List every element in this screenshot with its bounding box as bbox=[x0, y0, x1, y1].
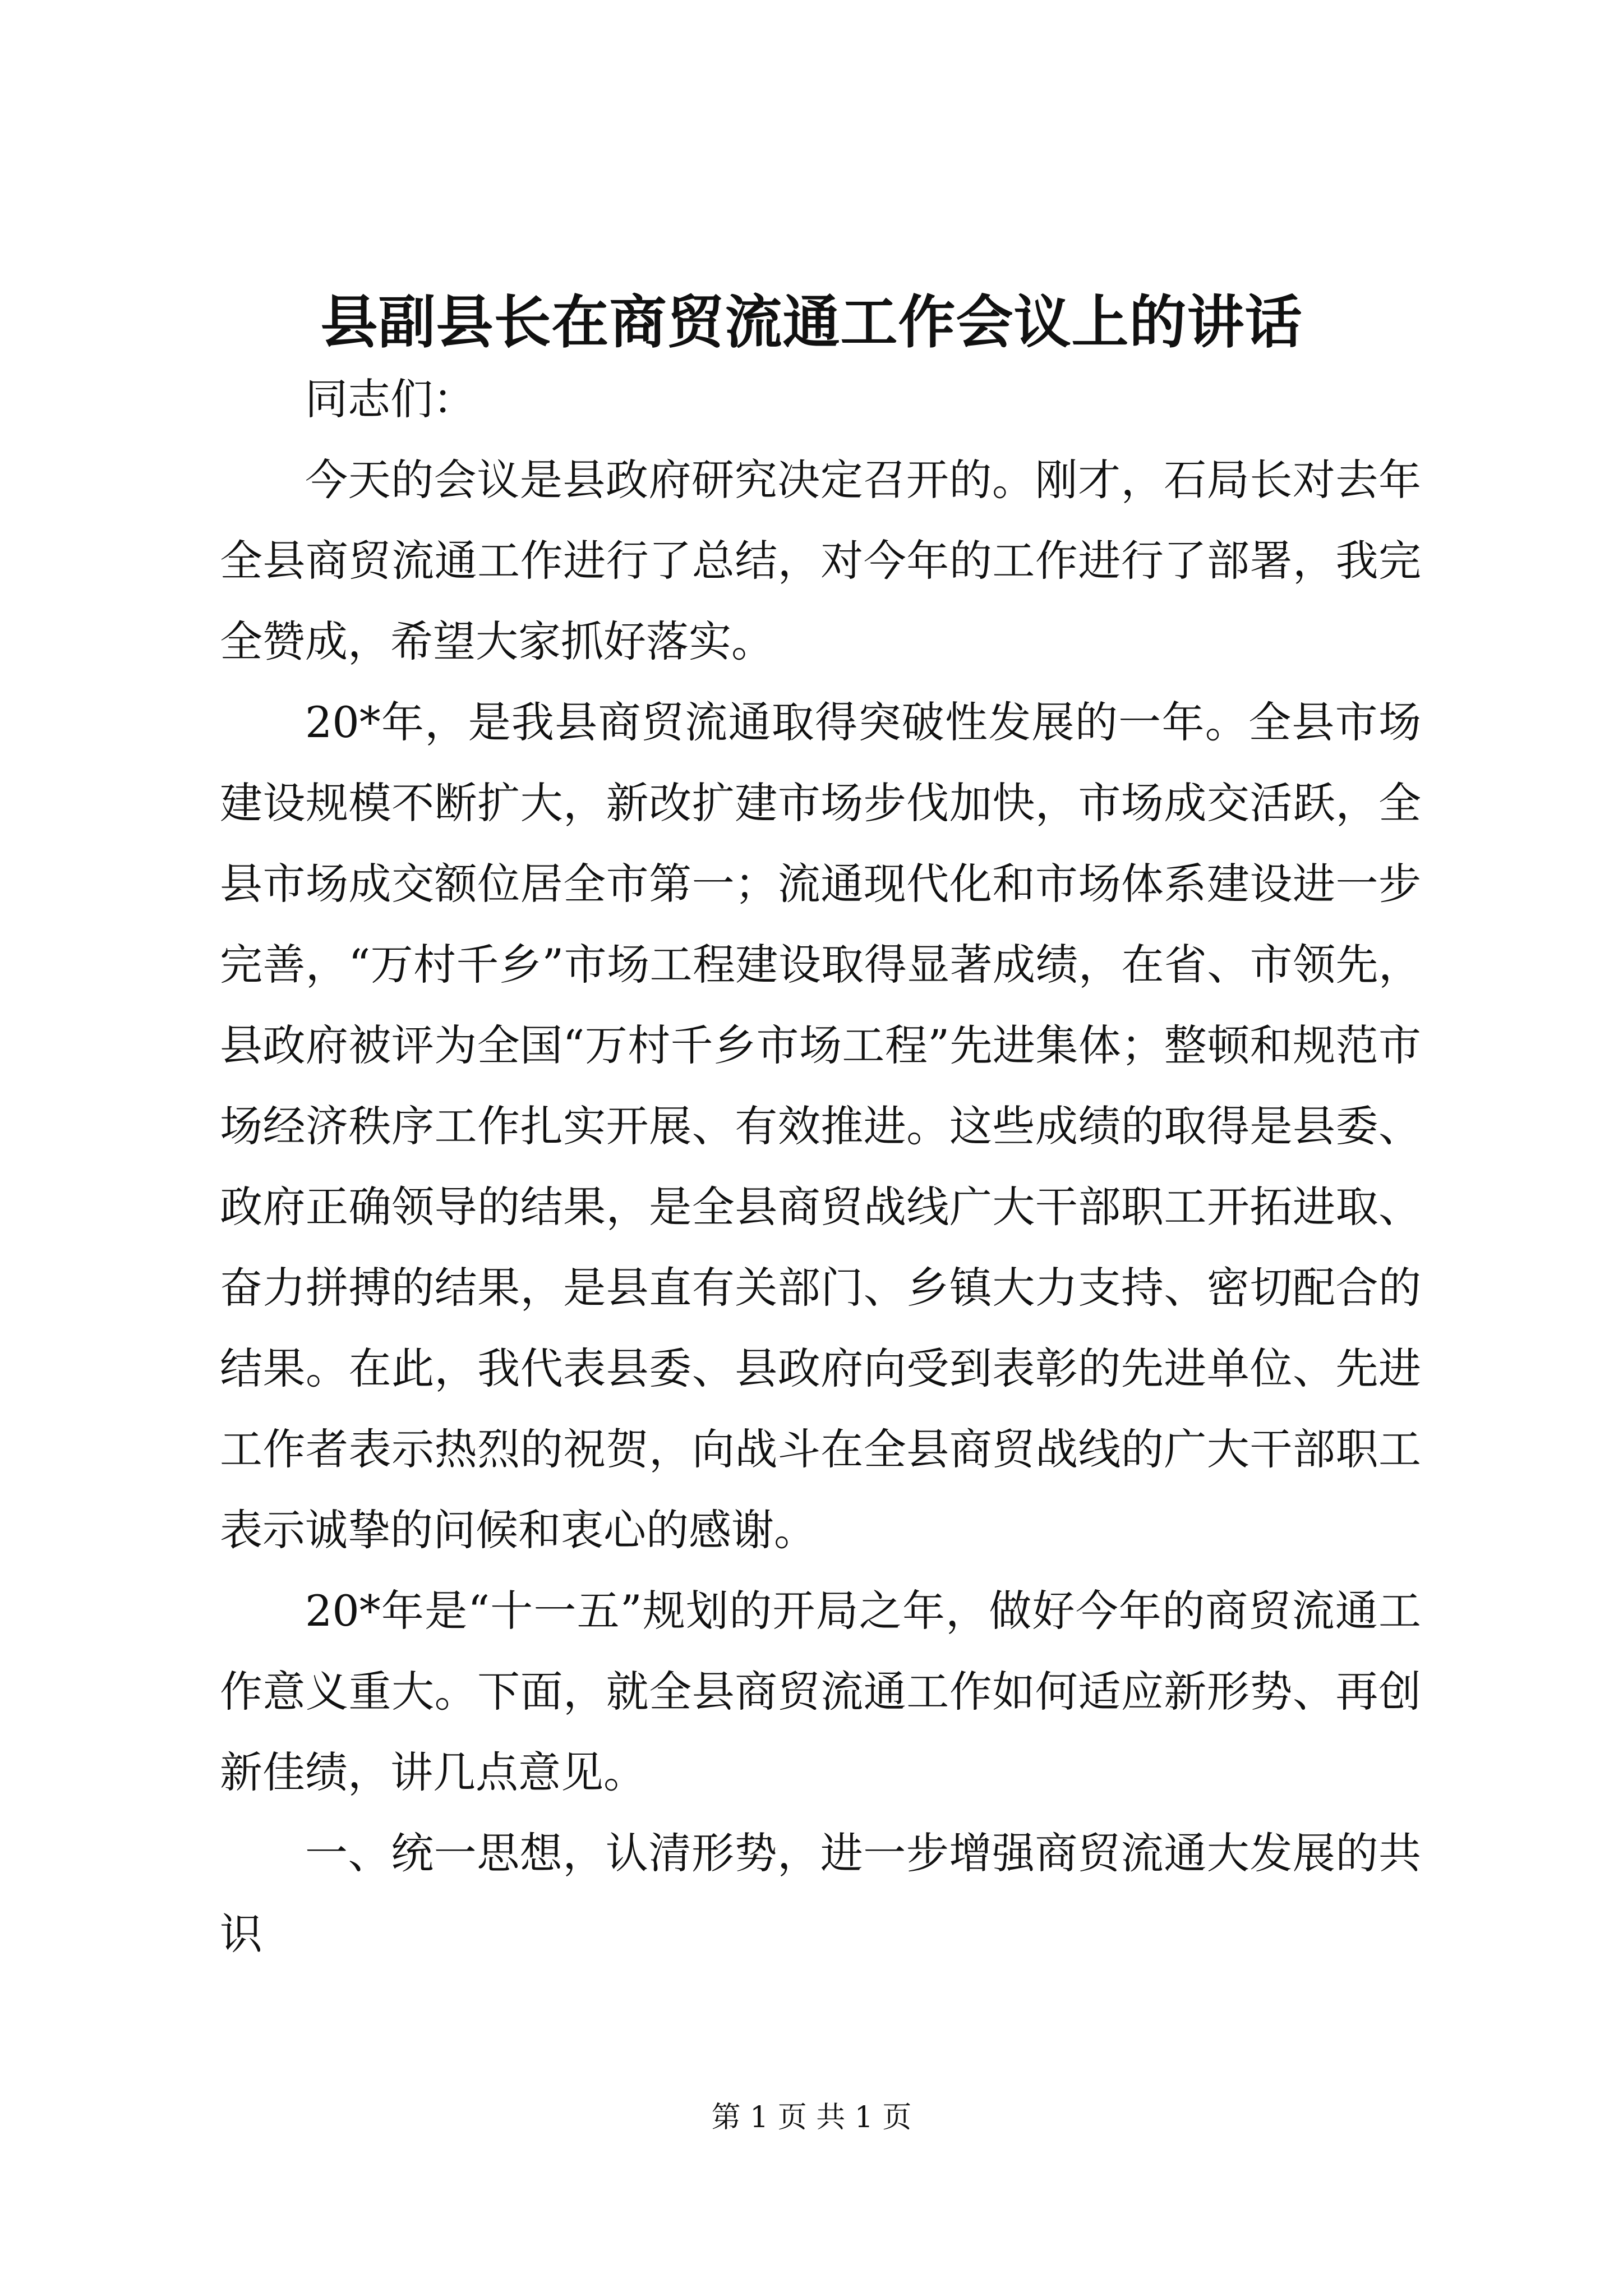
paragraph-1: 今天的会议是县政府研究决定召开的。刚才，石局长对去年全县商贸流通工作进行了总结，对今年的工作进行了部署，我完全赞成，希望大家抓好落实。 bbox=[220, 455, 1421, 666]
document-title: 县副县长在商贸流通工作会议上的讲话 bbox=[320, 289, 1303, 356]
page-number-footer: 第 1 页 共 1 页 bbox=[711, 2101, 912, 2134]
paragraph-2: 20*年，是我县商贸流通取得突破性发展的一年。全县市场建设规模不断扩大，新改扩建市场步伐加快，市场成交活跃，全县市场成交额位居全市第一；流通现代化和市场体系建设进一步完善，“万村千乡”市场工程建设取得显著成绩，在省、市领先，县政府被评为全国“万村千乡市场工程”先进集体；整顿和规范市场经济秩序工作扎实开展、有效推进。这些成绩的取得是县委、政府正确领导的结果，是全县商贸战线广大干部职工开拓进取、奋力拼搏的结果，是县直有关部门、乡镇大力支持、密切配合的结果。在此，我代表县委、县政府向受到表彰的先进单位、先进工作者表示热烈的祝贺，向战斗在全县商贸战线的广大干部职工表示诚挚的问候和衷心的感谢。 bbox=[220, 697, 1421, 1555]
section-heading-1: 一、统一思想，认清形势，进一步增强商贸流通大发展的共识 bbox=[220, 1828, 1421, 1959]
paragraph-3: 20*年是“十一五”规划的开局之年，做好今年的商贸流通工作意义重大。下面，就全县商贸流通工作如何适应新形势、再创新佳绩，讲几点意见。 bbox=[220, 1586, 1421, 1797]
paragraph-salutation: 同志们： bbox=[305, 374, 476, 424]
document-body bbox=[220, 359, 1421, 1975]
